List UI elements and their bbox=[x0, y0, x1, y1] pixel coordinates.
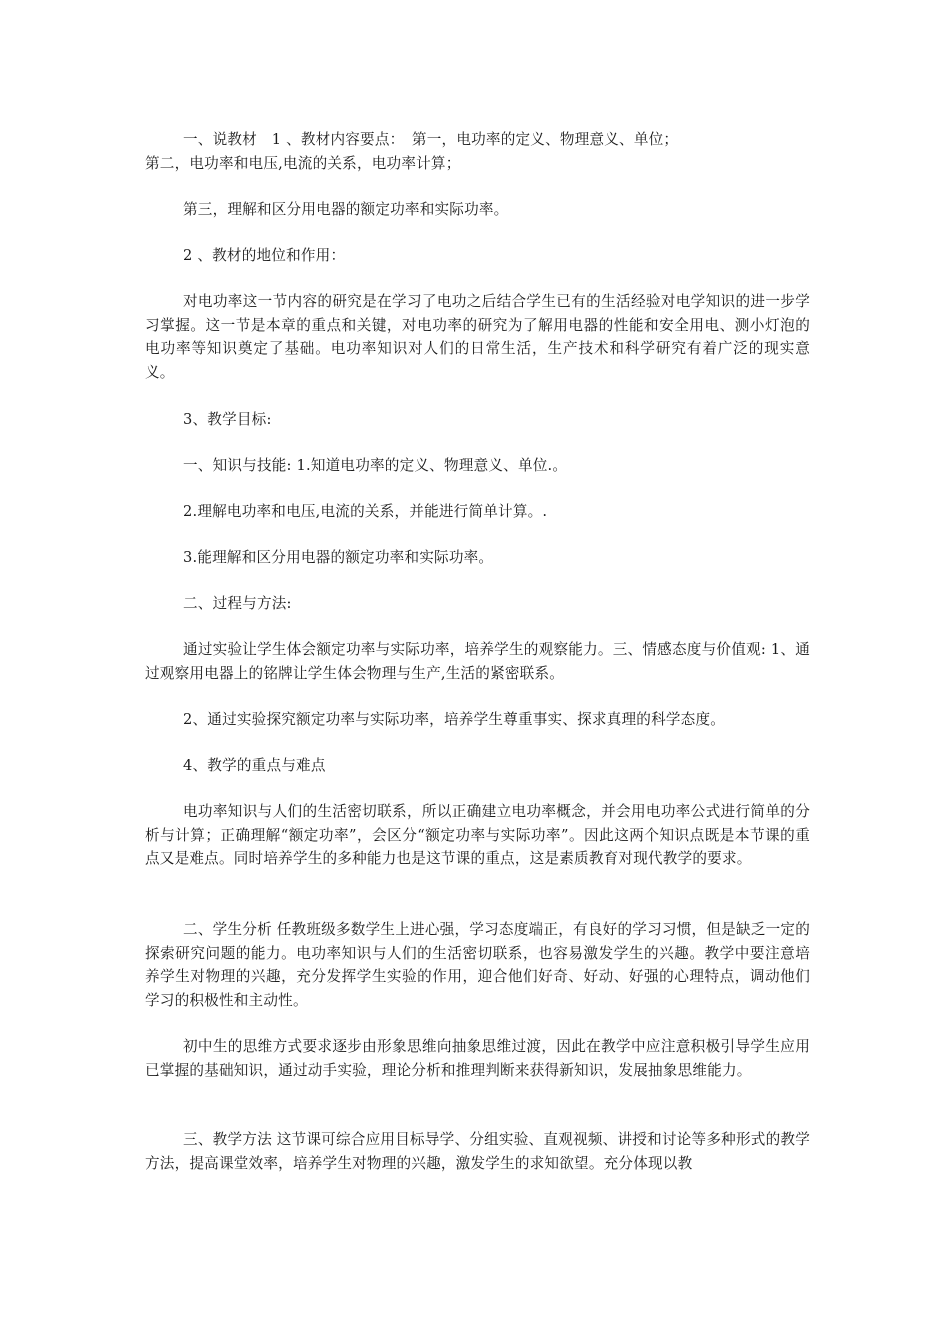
paragraph-teaching-material-points-1: 一、说教材 1 、教材内容要点： 第一，电功率的定义、物理意义、单位； bbox=[183, 131, 679, 148]
paragraph-teaching-methods: 三、教学方法 这节课可综合应用目标导学、分组实验、直观视频、讲授和讨论等多种形式的教学方法，提高课堂效率，培养学生对物理的兴趣，激发学生的求知欲望。充分体现以教 bbox=[145, 1131, 810, 1172]
paragraph-attitude-goal-2: 2、通过实验探究额定功率与实际功率，培养学生尊重事实、探求真理的科学态度。 bbox=[183, 711, 726, 728]
paragraph-process-method-body: 通过实验让学生体会额定功率与实际功率，培养学生的观察能力。三、情感态度与价值观: 1、通过观察用电器上的铭牌让学生体会物理与生产,生活的紧密联系。 bbox=[145, 641, 810, 682]
paragraph-key-points-body: 电功率知识与人们的生活密切联系，所以正确建立电功率概念，并会用电功率公式进行简单的分析与计算；正确理解“额定功率”，会区分“额定功率与实际功率”。因此这两个知识点既是本节课的重点又是难点。同时培养学生的多种能力也是这节课的重点，这是素质教育对现代教学的要求。 bbox=[145, 803, 810, 867]
paragraph-goal-knowledge-3: 3.能理解和区分用电器的额定功率和实际功率。 bbox=[183, 549, 494, 566]
paragraph-goal-knowledge-1: 一、知识与技能: 1.知道电功率的定义、物理意义、单位.。 bbox=[183, 457, 568, 474]
paragraph-thinking-mode: 初中生的思维方式要求逐步由形象思维向抽象思维过渡，因此在教学中应注意积极引导学生应用已掌握的基础知识，通过动手实验，理论分析和推理判断来获得新知识，发展抽象思维能力。 bbox=[145, 1038, 810, 1079]
paragraph-material-status-body: 对电功率这一节内容的研究是在学习了电功之后结合学生已有的生活经验对电学知识的进一步学习掌握。这一节是本章的重点和关键，对电功率的研究为了解用电器的性能和安全用电、测小灯泡的电功率等知识奠定了基础。电功率知识对人们的日常生活，生产技术和科学研究有着广泛的现实意义。 bbox=[145, 293, 810, 381]
heading-process-method: 二、过程与方法: bbox=[183, 595, 292, 612]
paragraph-goal-knowledge-2: 2.理解电功率和电压,电流的关系，并能进行简单计算。. bbox=[183, 503, 548, 520]
heading-key-points: 4、教学的重点与难点 bbox=[183, 757, 326, 774]
paragraph-teaching-material-points-2: 第二，电功率和电压,电流的关系，电功率计算； bbox=[145, 155, 461, 172]
paragraph-student-analysis: 二、学生分析 任教班级多数学生上进心强，学习态度端正，有良好的学习习惯，但是缺乏一定的探索研究问题的能力。电功率知识与人们的生活密切联系，也容易激发学生的兴趣。教学中要注意培养学生对物理的兴趣，充分发挥学生实验的作用，迎合他们好奇、好动、好强的心理特点，调动他们学习的积极性和主动性。 bbox=[145, 921, 810, 1009]
paragraph-teaching-material-points-3: 第三，理解和区分用电器的额定功率和实际功率。 bbox=[183, 201, 509, 218]
heading-teaching-goals: 3、教学目标: bbox=[183, 411, 272, 428]
heading-material-status: 2 、教材的地位和作用： bbox=[183, 247, 346, 264]
